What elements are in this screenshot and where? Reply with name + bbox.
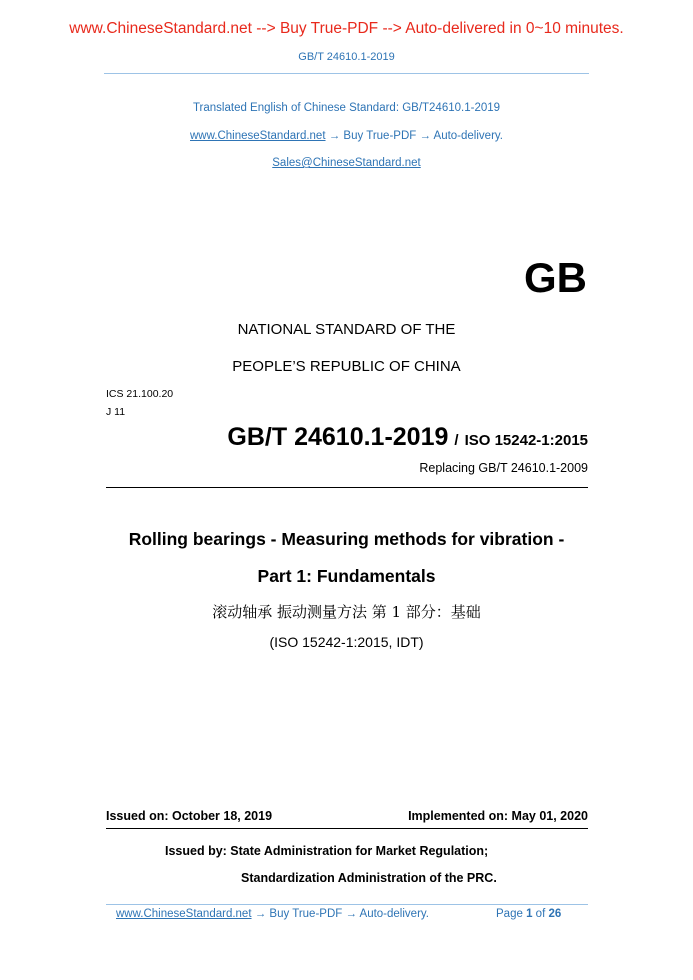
sales-line bbox=[0, 157, 693, 169]
chinese-title: 滚动轴承 振动测量方法 第 1 部分：基础 bbox=[212, 603, 481, 621]
date-divider bbox=[106, 828, 588, 829]
document-title-line-2: Part 1: Fundamentals bbox=[257, 566, 436, 586]
replacing-line: Replacing GB/T 24610.1-2009 bbox=[419, 461, 588, 475]
page-label: Page bbox=[496, 908, 523, 920]
footer-site-suffix: → Buy True-PDF → Auto-delivery. bbox=[251, 908, 429, 920]
footer-site-link[interactable]: www.ChineseStandard.net bbox=[116, 908, 252, 920]
idt-reference: (ISO 15242-1:2015, IDT) bbox=[269, 634, 424, 650]
site-line bbox=[0, 130, 693, 142]
issued-by: Issued by: State Administration for Market Regulation; bbox=[165, 844, 489, 858]
footer-page-number bbox=[496, 908, 561, 920]
standard-slash: / bbox=[454, 432, 459, 449]
issued-by-line-2: Standardization Administration of the PRC. bbox=[241, 871, 497, 885]
standard-number-line bbox=[227, 423, 588, 452]
document-title-line-1: Rolling bearings - Measuring methods for vibration - bbox=[128, 529, 565, 549]
sales-email-link[interactable]: Sales@ChineseStandard.net bbox=[272, 157, 421, 169]
header-standard-code: GB/T 24610.1-2019 bbox=[298, 51, 395, 63]
title-divider bbox=[106, 487, 588, 488]
issued-on: Issued on: October 18, 2019 bbox=[106, 809, 273, 823]
page-of: of bbox=[535, 908, 546, 920]
gb-logo: GB bbox=[524, 254, 587, 301]
standard-number: GB/T 24610.1-2019 bbox=[227, 423, 449, 451]
national-standard-line-2: PEOPLE’S REPUBLIC OF CHINA bbox=[232, 358, 461, 375]
national-standard-line-1: NATIONAL STANDARD OF THE bbox=[237, 321, 456, 338]
site-link[interactable]: www.ChineseStandard.net bbox=[190, 130, 326, 142]
classification-code: J 11 bbox=[106, 406, 126, 418]
header-divider bbox=[104, 73, 589, 74]
page-total: 26 bbox=[548, 908, 562, 920]
footer-site-line bbox=[116, 908, 429, 920]
implemented-on: Implemented on: May 01, 2020 bbox=[408, 809, 588, 823]
top-banner: www.ChineseStandard.net --> Buy True-PDF --> Auto-delivered in 0~10 minutes. bbox=[69, 20, 624, 37]
translated-line: Translated English of Chinese Standard: GB/T24610.1-2019 bbox=[192, 102, 501, 114]
site-suffix: → Buy True-PDF → Auto-delivery. bbox=[325, 130, 503, 142]
ics-code: ICS 21.100.20 bbox=[106, 388, 174, 400]
iso-number: ISO 15242-1:2015 bbox=[464, 432, 588, 449]
footer-divider bbox=[106, 904, 588, 905]
page-current: 1 bbox=[526, 908, 533, 920]
